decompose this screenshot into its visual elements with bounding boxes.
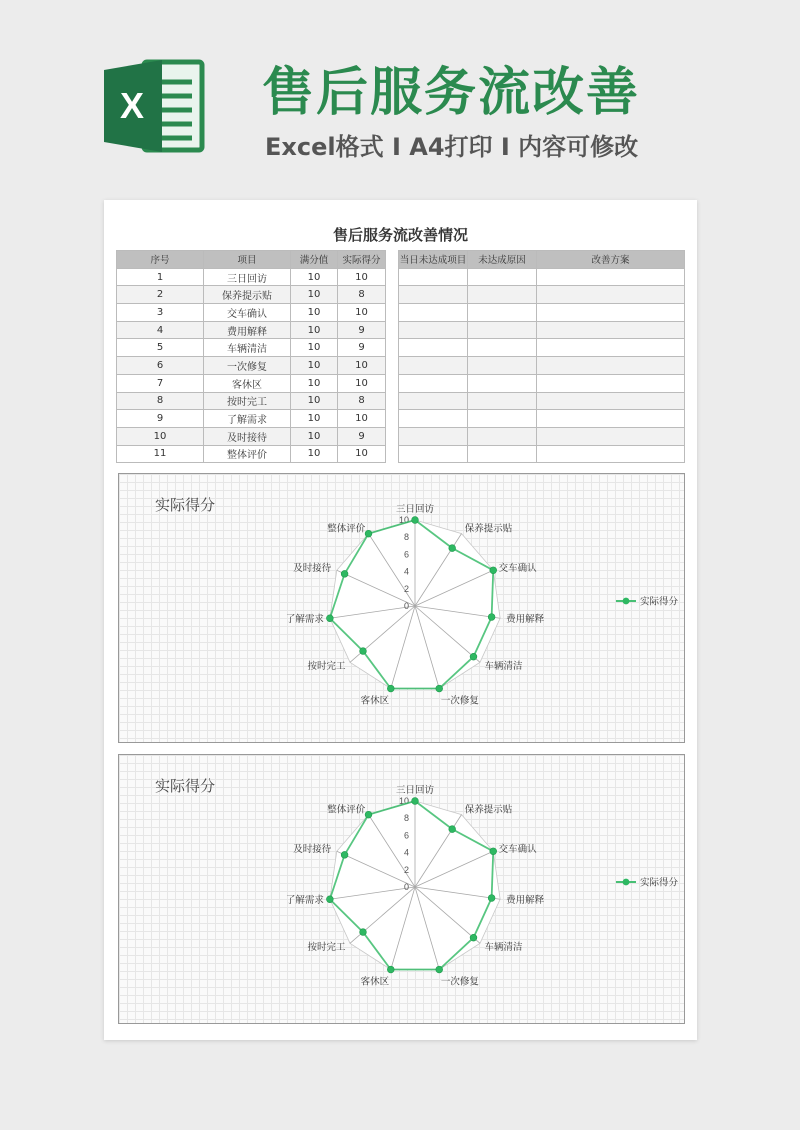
table-cell[interactable] <box>468 427 537 445</box>
table-cell[interactable] <box>468 286 537 304</box>
tick-label: 4 <box>403 566 409 577</box>
table-cell[interactable] <box>468 268 537 286</box>
table-row <box>117 286 386 304</box>
data-point <box>326 896 333 903</box>
tick-label: 10 <box>398 796 409 806</box>
category-label: 了解需求 <box>285 614 324 626</box>
table-cell[interactable] <box>537 339 685 357</box>
table-cell[interactable] <box>399 339 468 357</box>
tick-label: 6 <box>403 549 409 560</box>
category-label: 交车确认 <box>498 562 537 574</box>
improvement-table-header <box>399 251 685 269</box>
table-cell[interactable] <box>537 268 685 286</box>
table-cell[interactable] <box>399 268 468 286</box>
table-cell[interactable]: 交车确认 <box>204 304 291 322</box>
data-point <box>365 530 372 537</box>
table-cell[interactable]: 9 <box>117 410 204 428</box>
svg-text:X: X <box>119 85 145 126</box>
table-cell[interactable]: 8 <box>338 286 386 304</box>
table-cell[interactable]: 保养提示贴 <box>204 286 291 304</box>
table-row <box>399 445 685 463</box>
table-cell[interactable]: 2 <box>117 286 204 304</box>
column-header: 项目 <box>204 251 291 269</box>
category-label: 客休区 <box>360 976 390 988</box>
table-cell[interactable]: 10 <box>338 357 386 375</box>
data-point <box>387 685 394 692</box>
category-label: 按时完工 <box>307 661 346 673</box>
category-label: 车辆清洁 <box>484 942 523 954</box>
category-label: 交车确认 <box>498 843 537 855</box>
radar-svg <box>119 755 686 1025</box>
table-cell[interactable]: 10 <box>338 268 386 286</box>
table-cell[interactable] <box>399 357 468 375</box>
table-cell[interactable]: 8 <box>117 392 204 410</box>
table-row <box>399 304 685 322</box>
table-cell[interactable] <box>468 357 537 375</box>
tick-label: 2 <box>403 583 409 594</box>
table-cell[interactable] <box>537 374 685 392</box>
table-cell[interactable]: 8 <box>338 392 386 410</box>
table-cell[interactable] <box>399 410 468 428</box>
data-point <box>449 826 456 833</box>
table-cell[interactable] <box>468 445 537 463</box>
tick-label: 8 <box>403 813 409 824</box>
data-point <box>326 615 333 622</box>
table-cell[interactable]: 费用解释 <box>204 321 291 339</box>
category-label: 一次修复 <box>440 695 479 707</box>
category-label: 三日回访 <box>395 785 435 796</box>
score-table-header <box>117 251 386 269</box>
table-cell[interactable] <box>399 286 468 304</box>
category-label: 三日回访 <box>395 504 435 515</box>
category-label: 整体评价 <box>327 804 366 816</box>
tick-label: 6 <box>403 830 409 841</box>
data-point <box>360 648 367 655</box>
table-cell[interactable] <box>537 286 685 304</box>
data-point <box>488 614 495 621</box>
chart-title: 实际得分 <box>155 496 216 514</box>
table-row <box>399 374 685 392</box>
table-row <box>117 339 386 357</box>
tick-label: 0 <box>403 882 409 892</box>
table-cell[interactable] <box>468 321 537 339</box>
legend-marker <box>623 879 630 886</box>
category-label: 车辆清洁 <box>484 661 523 673</box>
data-point <box>488 895 495 902</box>
column-header: 满分值 <box>291 251 338 269</box>
table-cell[interactable]: 一次修复 <box>204 357 291 375</box>
table-cell[interactable]: 10 <box>291 427 338 445</box>
table-cell[interactable]: 10 <box>117 427 204 445</box>
table-cell[interactable]: 10 <box>338 410 386 428</box>
table-cell[interactable]: 10 <box>338 304 386 322</box>
table-cell[interactable]: 5 <box>117 339 204 357</box>
banner-title: 售后服务流改善 <box>262 63 641 123</box>
table-row <box>399 286 685 304</box>
category-label: 及时接待 <box>293 562 332 574</box>
table-row <box>399 410 685 428</box>
table-cell[interactable]: 10 <box>291 445 338 463</box>
table-cell[interactable] <box>537 304 685 322</box>
table-row <box>117 392 386 410</box>
table-cell[interactable]: 9 <box>338 427 386 445</box>
data-point <box>341 570 348 577</box>
table-cell[interactable]: 及时接待 <box>204 427 291 445</box>
table-row <box>399 392 685 410</box>
table-cell[interactable]: 3 <box>117 304 204 322</box>
table-row <box>399 427 685 445</box>
table-cell[interactable] <box>537 445 685 463</box>
table-cell[interactable] <box>399 445 468 463</box>
table-row <box>117 445 386 463</box>
table-cell[interactable] <box>468 339 537 357</box>
data-point <box>449 545 456 552</box>
table-cell[interactable]: 7 <box>117 374 204 392</box>
table-cell[interactable] <box>468 392 537 410</box>
table-cell[interactable] <box>537 357 685 375</box>
table-cell[interactable] <box>537 410 685 428</box>
column-header: 当日未达成项目 <box>399 251 468 269</box>
chart-title: 实际得分 <box>155 777 216 795</box>
table-cell[interactable] <box>537 392 685 410</box>
table-cell[interactable]: 4 <box>117 321 204 339</box>
table-cell[interactable]: 10 <box>291 392 338 410</box>
table-row <box>399 268 685 286</box>
table-cell[interactable] <box>537 321 685 339</box>
table-cell[interactable]: 1 <box>117 268 204 286</box>
data-point <box>436 966 443 973</box>
table-cell[interactable]: 9 <box>338 321 386 339</box>
sheet-title: 售后服务流改善情况 <box>332 226 468 244</box>
table-cell[interactable]: 按时完工 <box>204 392 291 410</box>
radar-chart-2[interactable] <box>118 754 685 1024</box>
table-row <box>399 321 685 339</box>
category-label: 了解需求 <box>285 895 324 907</box>
column-header: 序号 <box>117 251 204 269</box>
column-header: 改善方案 <box>537 251 685 269</box>
table-cell[interactable] <box>537 427 685 445</box>
table-cell[interactable]: 10 <box>338 374 386 392</box>
table-cell[interactable]: 6 <box>117 357 204 375</box>
table-row <box>117 357 386 375</box>
legend-label: 实际得分 <box>640 877 679 889</box>
table-cell[interactable]: 10 <box>291 268 338 286</box>
table-cell[interactable]: 10 <box>291 286 338 304</box>
table-row <box>117 304 386 322</box>
table-cell[interactable]: 10 <box>291 339 338 357</box>
table-row <box>117 268 386 286</box>
category-label: 整体评价 <box>327 523 366 535</box>
data-point <box>365 811 372 818</box>
category-label: 保养提示贴 <box>464 804 513 816</box>
tick-label: 10 <box>398 515 409 525</box>
table-cell[interactable] <box>468 374 537 392</box>
radar-chart-1[interactable] <box>118 473 685 743</box>
banner-subtitle: Excel格式 I A4打印 I 内容可修改 <box>265 133 639 161</box>
table-cell[interactable]: 11 <box>117 445 204 463</box>
table-cell[interactable]: 客休区 <box>204 374 291 392</box>
table-cell[interactable] <box>399 427 468 445</box>
category-label: 一次修复 <box>440 976 479 988</box>
table-cell[interactable] <box>468 304 537 322</box>
table-cell[interactable] <box>399 321 468 339</box>
table-row <box>117 410 386 428</box>
data-point <box>412 798 419 805</box>
table-cell[interactable]: 10 <box>291 357 338 375</box>
table-cell[interactable] <box>399 304 468 322</box>
data-point <box>470 653 477 660</box>
column-header: 实际得分 <box>338 251 386 269</box>
tick-label: 8 <box>403 532 409 543</box>
spreadsheet-page <box>104 200 697 1040</box>
table-cell[interactable]: 三日回访 <box>204 268 291 286</box>
data-point <box>341 851 348 858</box>
tick-label: 2 <box>403 864 409 875</box>
table-cell[interactable]: 整体评价 <box>204 445 291 463</box>
table-cell[interactable]: 10 <box>338 445 386 463</box>
legend-marker <box>623 598 630 605</box>
column-header: 未达成原因 <box>468 251 537 269</box>
category-label: 保养提示贴 <box>464 523 513 535</box>
radar-svg <box>119 474 686 744</box>
improvement-table <box>398 250 685 463</box>
table-cell[interactable]: 10 <box>291 321 338 339</box>
tick-label: 4 <box>403 847 409 858</box>
data-point <box>360 929 367 936</box>
table-cell[interactable]: 10 <box>291 374 338 392</box>
tick-label: 0 <box>403 601 409 611</box>
data-point <box>490 848 497 855</box>
table-cell[interactable]: 车辆清洁 <box>204 339 291 357</box>
data-point <box>436 685 443 692</box>
category-label: 及时接待 <box>293 843 332 855</box>
table-row <box>117 321 386 339</box>
table-row <box>399 339 685 357</box>
table-cell[interactable]: 10 <box>291 410 338 428</box>
excel-logo-icon <box>100 56 208 156</box>
legend-label: 实际得分 <box>640 596 679 608</box>
table-row <box>117 374 386 392</box>
category-label: 费用解释 <box>506 614 545 626</box>
category-label: 客休区 <box>360 695 390 707</box>
table-cell[interactable] <box>399 374 468 392</box>
score-table <box>116 250 386 463</box>
table-row <box>117 427 386 445</box>
data-point <box>387 966 394 973</box>
data-point <box>412 517 419 524</box>
table-row <box>399 357 685 375</box>
table-cell[interactable]: 了解需求 <box>204 410 291 428</box>
table-cell[interactable] <box>468 410 537 428</box>
table-cell[interactable] <box>399 392 468 410</box>
category-label: 按时完工 <box>307 942 346 954</box>
data-point <box>470 934 477 941</box>
table-cell[interactable]: 9 <box>338 339 386 357</box>
data-point <box>490 567 497 574</box>
category-label: 费用解释 <box>506 895 545 907</box>
table-cell[interactable]: 10 <box>291 304 338 322</box>
